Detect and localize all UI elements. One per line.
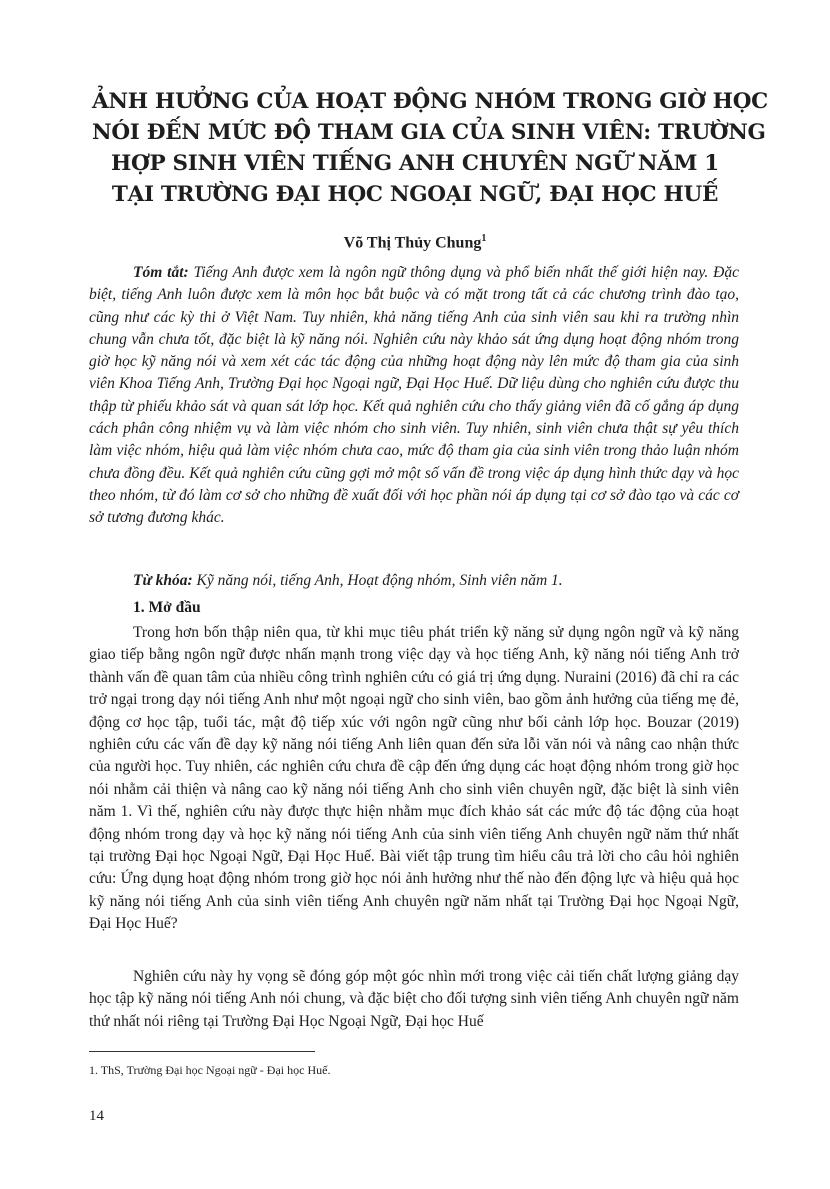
keywords-label: Từ khóa: — [133, 572, 193, 589]
title-line: TẠI TRƯỜNG ĐẠI HỌC NGOẠI NGỮ, ĐẠI HỌC HUẾ — [111, 182, 719, 207]
author-name: Võ Thị Thủy Chung — [343, 234, 482, 252]
abstract-label: Tóm tắt: — [133, 264, 189, 281]
abstract-text: Tiếng Anh được xem là ngôn ngữ thông dụng và phổ biến nhất thế giới hiện nay. Đặc biệt, tiếng Anh luôn được xem là môn học bắt buộc và có mặt trong tất cả các chương trình đào tạo, cũng như các kỳ thi ở Việt Nam. Tuy nhiên, khả năng tiếng Anh của sinh viên sau khi ra trường nhìn chung vẫn chưa tốt, đặc biệt là kỹ năng nói. Nghiên cứu này khảo sát ứng dụng hoạt động nhóm trong giờ học kỹ năng nói và xem xét các tác động của những hoạt động này lên mức độ tham gia của sinh viên Khoa Tiếng Anh, Trường Đại học Ngoại ngữ, Đại Học Huế. Dữ liệu dùng cho nghiên cứu được thu thập từ phiếu khảo sát và quan sát lớp học. Kết quả nghiên cứu cho thấy giảng viên đã cố gắng áp dụng cách phân công nhiệm vụ và làm việc nhóm cho sinh viên. Tuy nhiên, sinh viên chưa thật sự yêu thích làm việc nhóm, hiệu quả làm việc nhóm chưa cao, mức độ tham gia của sinh viên trong thảo luận nhóm chưa đồng đều. Kết quả nghiên cứu cũng gợi mở một số vấn đề trong việc áp dụng hình thức dạy và học theo nhóm, từ đó làm cơ sở cho những đề xuất đối với học phần nói áp dụng tại cơ sở đào tạo và các cơ sở tương đương khác. — [89, 264, 739, 527]
section-heading: 1. Mở đầu — [133, 599, 201, 616]
title-line: HỢP SINH VIÊN TIẾNG ANH CHUYÊN NGỮ NĂM 1 — [111, 151, 719, 176]
title-line: NÓI ĐẾN MỨC ĐỘ THAM GIA CỦA SINH VIÊN: TRƯỜNG — [92, 120, 766, 145]
body-paragraph: Trong hơn bốn thập niên qua, từ khi mục tiêu phát triển kỹ năng sử dụng ngôn ngữ và kỹ năng giao tiếp bằng ngôn ngữ được nhấn mạnh trong việc dạy và học tiếng Anh, kỹ năng nói tiếng Anh trở thành vấn đề quan tâm của nhiều công trình nghiên cứu có giá trị ứng dụng. Nuraini (2016) đã chỉ ra các trở ngại trong dạy nói tiếng Anh như một ngoại ngữ cho sinh viên, bao gồm ảnh hưởng của tiếng mẹ đẻ, động cơ học tập, tuổi tác, mật độ tiếp xúc với ngôn ngữ cũng như bối cảnh lớp học. Bouzar (2019) nghiên cứu các vấn đề dạy kỹ năng nói tiếng Anh liên quan đến sửa lỗi văn nói và nâng cao nhận thức của người học. Tuy nhiên, các nghiên cứu chưa đề cập đến ứng dụng các hoạt động nhóm trong giờ học nói nhằm cải thiện và nâng cao kỹ năng nói tiếng Anh cho sinh viên chuyên ngữ, đặc biệt là sinh viên năm 1. Vì thế, nghiên cứu này được thực hiện nhằm mục đích khảo sát các mức độ tác động của hoạt động nhóm trong dạy và học kỹ năng nói tiếng Anh của sinh viên tiếng Anh chuyên ngữ năm thứ nhất tại trường Đại học Ngoại Ngữ, Đại Học Huế. Bài viết tập trung tìm hiểu câu trả lời cho câu hỏi nghiên cứu: Ứng dụng hoạt động nhóm trong giờ học nói ảnh hưởng như thế nào đến động lực và hiệu quả học kỹ năng nói tiếng Anh của sinh viên tiếng Anh chuyên ngữ năm nhất tại Trường Đại học Ngoại Ngữ, Đại Học Huế? — [89, 624, 739, 933]
footnote: 1. ThS, Trường Đại học Ngoại ngữ - Đại học Huế. — [89, 1063, 331, 1077]
body-paragraph: Nghiên cứu này hy vọng sẽ đóng góp một góc nhìn mới trong việc cải tiến chất lượng giảng dạy học tập kỹ năng nói tiếng Anh nói chung, và đặc biệt cho đối tượng sinh viên tiếng Anh chuyên ngữ năm thứ nhất nói riêng tại Trường Đại Học Ngoại Ngữ, Đại học Huế — [89, 968, 739, 1030]
title-line: ẢNH HƯỞNG CỦA HOẠT ĐỘNG NHÓM TRONG GIỜ HỌC — [92, 89, 768, 114]
paper-title — [92, 86, 768, 210]
keywords-text: Kỹ năng nói, tiếng Anh, Hoạt động nhóm, Sinh viên năm 1. — [196, 572, 563, 589]
page-number: 14 — [89, 1108, 104, 1124]
author-footnote-mark: 1 — [481, 233, 487, 244]
abstract — [89, 262, 739, 530]
keywords — [133, 570, 739, 592]
footnote-divider — [89, 1051, 315, 1052]
author-line — [92, 229, 738, 253]
